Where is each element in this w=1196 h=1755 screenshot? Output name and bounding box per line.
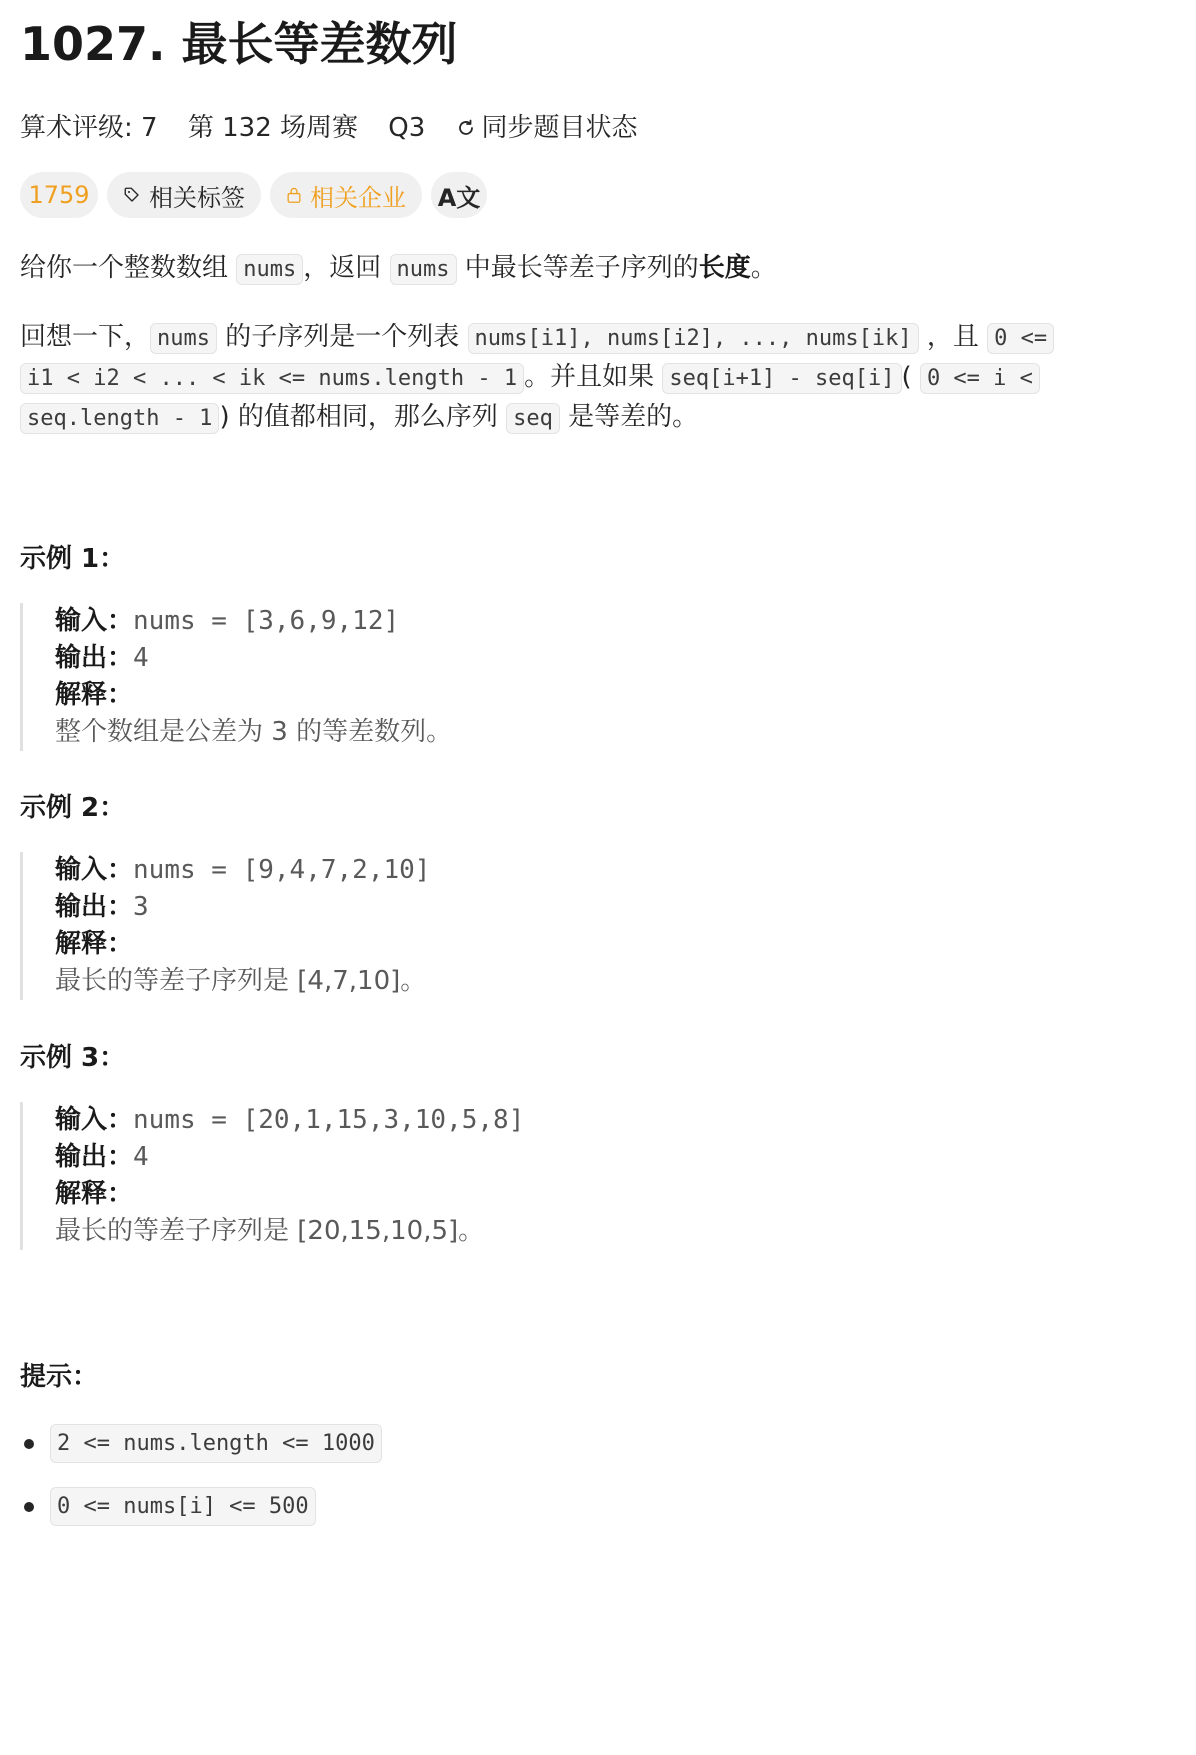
input-value: nums = [3,6,9,12] (133, 606, 400, 636)
description-paragraph-2-line-2 (20, 357, 1040, 399)
hints-title: 提示： (20, 1362, 99, 1392)
desc-text: ) 的值都相同，那么序列 (219, 402, 507, 432)
description-paragraph-2-line-3 (20, 397, 698, 439)
problem-meta (20, 110, 682, 146)
sync-status-label: 同步题目状态 (481, 113, 638, 143)
inline-code: 0 <= (987, 323, 1054, 354)
inline-code: seq[i+1] - seq[i] (662, 363, 901, 394)
explain-label: 解释： (55, 1179, 134, 1209)
hint-item (24, 1487, 316, 1526)
related-companies-button[interactable] (270, 172, 422, 218)
input-value: nums = [9,4,7,2,10] (133, 855, 431, 885)
inline-code: seq (506, 403, 560, 434)
related-companies-label: 相关企业 (310, 183, 406, 212)
inline-code: i1 < i2 < ... < ik <= nums.length - 1 (20, 363, 524, 394)
desc-text: 是等差的。 (559, 402, 699, 432)
lock-icon (286, 183, 302, 207)
description-paragraph-2-line-1 (20, 317, 1054, 359)
tag-bar (20, 172, 487, 218)
inline-code: nums[i1], nums[i2], ..., nums[ik] (468, 323, 919, 354)
output-label: 输出： (55, 892, 134, 922)
desc-text: ，且 (918, 322, 988, 352)
refresh-icon (456, 118, 476, 138)
desc-text: 的子序列是一个列表 (217, 322, 468, 352)
page-title: 1027. 最长等差数列 (20, 17, 458, 71)
bullet-dot (24, 1502, 34, 1512)
input-label: 输入： (55, 855, 134, 885)
desc-bold: 长度 (698, 253, 751, 283)
desc-text: 。并且如果 (524, 362, 663, 392)
description-paragraph-1 (20, 248, 777, 290)
hint-code: 0 <= nums[i] <= 500 (50, 1487, 316, 1526)
example-3-block (20, 1102, 620, 1250)
contest-link[interactable]: 第 132 场周赛 (187, 113, 358, 143)
explain-label: 解释： (55, 680, 134, 710)
related-tags-button[interactable] (107, 172, 261, 218)
explain-text: 最长的等差子序列是 [4,7,10]。 (55, 966, 427, 996)
inline-code: nums (390, 254, 457, 285)
desc-text: ( (901, 362, 920, 392)
example-2-title: 示例 2： (20, 793, 126, 823)
desc-text: ，返回 (303, 253, 390, 283)
output-value: 3 (133, 892, 149, 922)
output-value: 4 (133, 643, 149, 673)
explain-text: 整个数组是公差为 3 的等差数列。 (55, 717, 453, 747)
related-tags-label: 相关标签 (149, 183, 245, 212)
example-2-block (20, 852, 620, 1000)
desc-text: 给你一个整数数组 (20, 253, 237, 283)
bullet-dot (24, 1439, 34, 1449)
example-3-title: 示例 3： (20, 1043, 126, 1073)
explain-label: 解释： (55, 929, 134, 959)
inline-code: nums (236, 254, 303, 285)
translate-icon: A文 (437, 183, 481, 212)
desc-text: 。 (750, 253, 777, 283)
output-label: 输出： (55, 1142, 134, 1172)
sync-status-button[interactable] (456, 113, 660, 143)
input-label: 输入： (55, 606, 134, 636)
example-1-block (20, 603, 620, 751)
tag-icon (123, 183, 141, 207)
hint-code: 2 <= nums.length <= 1000 (50, 1424, 382, 1463)
inline-code: nums (150, 323, 217, 354)
example-1-title: 示例 1： (20, 544, 126, 574)
desc-text: 中最长等差子序列的 (456, 253, 699, 283)
input-label: 输入： (55, 1105, 134, 1135)
inline-code: 0 <= i < (920, 363, 1040, 394)
rating-label: 算术评级: 7 (20, 113, 158, 143)
translate-button[interactable] (431, 172, 487, 218)
inline-code: seq.length - 1 (20, 403, 219, 434)
output-value: 4 (133, 1142, 149, 1172)
desc-text: 回想一下， (20, 322, 151, 352)
quarter-label: Q3 (388, 113, 426, 143)
explain-text: 最长的等差子序列是 [20,15,10,5]。 (55, 1216, 485, 1246)
hint-item (24, 1424, 382, 1463)
output-label: 输出： (55, 643, 134, 673)
input-value: nums = [20,1,15,3,10,5,8] (133, 1105, 525, 1135)
difficulty-score-badge: 1759 (20, 172, 98, 218)
